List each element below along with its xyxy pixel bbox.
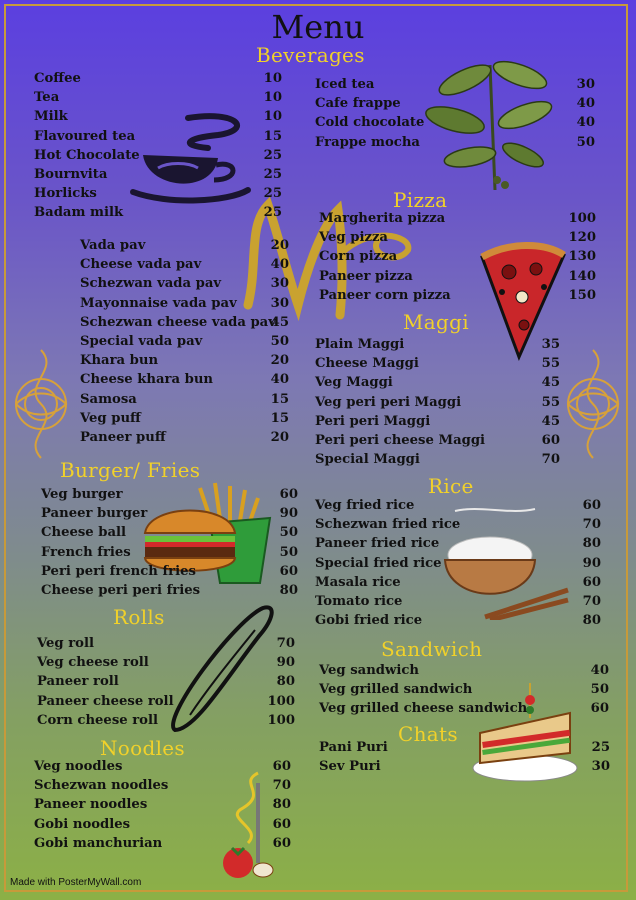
item-name: Veg Maggi: [315, 375, 393, 391]
ornament-left-icon: [10, 345, 72, 463]
item-price: 120: [568, 230, 596, 246]
menu-item: [319, 740, 610, 759]
item-name: Cafe frappe: [315, 96, 401, 112]
item-price: 55: [541, 356, 560, 372]
item-name: Paneer burger: [41, 506, 148, 522]
menu-item: [315, 498, 601, 517]
menu-item: [315, 517, 601, 536]
item-name: Corn cheese roll: [37, 712, 158, 728]
item-name: Samosa: [80, 391, 137, 407]
item-name: Mayonnaise vada pav: [80, 295, 237, 311]
item-name: Veg noodles: [34, 759, 123, 774]
item-name: Flavoured tea: [34, 128, 136, 144]
item-price: 40: [590, 663, 609, 678]
menu-item: [315, 115, 595, 134]
item-price: 60: [541, 432, 560, 448]
item-price: 15: [270, 410, 289, 426]
menu-item: [34, 71, 282, 90]
item-price: 55: [541, 394, 560, 410]
menu-item: [34, 759, 291, 778]
section-title-noodles: Noodles: [100, 736, 185, 760]
item-name: Cheese ball: [41, 525, 127, 541]
item-name: Schezwan cheese vada pav: [80, 314, 276, 330]
menu-item: [319, 269, 596, 288]
menu-item: [37, 694, 295, 713]
item-name: Paneer cheese roll: [37, 693, 174, 709]
menu-item: [34, 836, 291, 855]
item-name: Gobi fried rice: [315, 613, 423, 629]
item-price: 25: [263, 166, 282, 182]
item-price: 45: [270, 314, 289, 330]
menu-item: [315, 536, 601, 555]
menu-item: [37, 713, 295, 732]
item-name: Plain Maggi: [315, 337, 405, 352]
menu-item: [315, 135, 595, 154]
item-name: Margherita pizza: [319, 211, 446, 226]
item-price: 70: [276, 636, 295, 651]
item-name: Tomato rice: [315, 593, 403, 609]
item-name: Cold chocolate: [315, 115, 425, 131]
menu-item: [315, 414, 560, 433]
section-title-rice: Rice: [428, 474, 474, 498]
item-price: 50: [279, 525, 298, 541]
beverages-list-right: [315, 77, 595, 154]
menu-item: [319, 663, 609, 682]
section-title-sandwich: Sandwich: [381, 637, 483, 661]
menu-item: [315, 96, 595, 115]
item-name: Milk: [34, 109, 68, 125]
menu-item: [80, 411, 289, 430]
menu-item: [80, 372, 289, 391]
menu-item: [34, 778, 291, 797]
item-name: Veg fried rice: [315, 498, 415, 513]
item-name: Schezwan fried rice: [315, 517, 461, 533]
item-price: 50: [576, 134, 595, 150]
item-price: 15: [270, 391, 289, 407]
item-name: Tea: [34, 90, 60, 106]
menu-item: [319, 288, 596, 307]
item-price: 30: [270, 295, 289, 311]
item-name: Veg cheese roll: [37, 655, 149, 671]
item-price: 20: [270, 353, 289, 369]
item-name: Khara bun: [80, 353, 159, 369]
menu-item: [34, 148, 282, 167]
menu-item: [319, 230, 596, 249]
item-name: Veg roll: [37, 636, 94, 651]
menu-item: [315, 375, 560, 394]
item-name: Bournvita: [34, 166, 108, 182]
item-price: 90: [279, 506, 298, 522]
item-name: Peri peri cheese Maggi: [315, 432, 486, 448]
item-price: 40: [576, 115, 595, 131]
section-title-burger: Burger/ Fries: [60, 458, 201, 482]
item-name: Peri peri french fries: [41, 563, 196, 579]
item-name: Paneer corn pizza: [319, 287, 451, 303]
item-name: Special fried rice: [315, 555, 442, 571]
item-price: 90: [276, 655, 295, 671]
item-price: 50: [270, 333, 289, 349]
menu-item: [319, 249, 596, 268]
item-price: 80: [272, 797, 291, 813]
rice-list: [315, 498, 601, 632]
item-price: 60: [590, 701, 609, 717]
page-title: Menu: [271, 8, 365, 46]
item-name: Cheese vada pav: [80, 257, 202, 273]
item-name: Veg sandwich: [319, 663, 419, 678]
item-price: 30: [591, 759, 610, 775]
menu-item: [319, 682, 609, 701]
item-price: 150: [568, 287, 596, 303]
item-price: 45: [541, 413, 560, 429]
item-price: 20: [270, 429, 289, 445]
item-price: 60: [272, 816, 291, 832]
item-price: 60: [279, 563, 298, 579]
item-price: 30: [270, 276, 289, 292]
menu-item: [319, 701, 609, 720]
menu-item: [315, 613, 601, 632]
item-name: Peri peri Maggi: [315, 413, 431, 429]
menu-item: [41, 583, 298, 602]
item-price: 70: [582, 517, 601, 533]
section-title-pizza: Pizza: [393, 188, 448, 212]
item-name: Paneer pizza: [319, 268, 413, 284]
menu-item: [41, 525, 298, 544]
menu-item: [80, 315, 289, 334]
menu-item: [80, 392, 289, 411]
menu-item: [41, 506, 298, 525]
item-name: Veg grilled sandwich: [319, 682, 473, 698]
item-name: Veg puff: [80, 410, 141, 426]
menu-item: [34, 205, 282, 224]
item-name: Paneer roll: [37, 674, 119, 690]
item-name: Veg grilled cheese sandwich: [319, 701, 528, 717]
item-name: Badam milk: [34, 205, 124, 221]
menu-item: [319, 211, 596, 230]
item-name: Schezwan vada pav: [80, 276, 222, 292]
item-price: 25: [263, 186, 282, 202]
item-price: 70: [541, 452, 560, 468]
item-price: 15: [263, 128, 282, 144]
item-name: Schezwan noodles: [34, 778, 169, 794]
item-price: 70: [272, 778, 291, 794]
item-price: 140: [568, 268, 596, 284]
item-price: 60: [272, 835, 291, 851]
section-title-maggi: Maggi: [403, 310, 469, 334]
item-name: Gobi manchurian: [34, 835, 163, 851]
menu-item: [80, 430, 289, 449]
item-price: 40: [270, 372, 289, 388]
menu-item: [34, 817, 291, 836]
item-price: 60: [582, 498, 601, 513]
item-name: Gobi noodles: [34, 816, 131, 832]
item-price: 10: [263, 71, 282, 86]
menu-item: [37, 674, 295, 693]
item-name: Special vada pav: [80, 333, 203, 349]
item-price: 40: [576, 96, 595, 112]
noodles-list: [34, 759, 291, 855]
item-name: Sev Puri: [319, 759, 381, 775]
item-price: 80: [582, 613, 601, 629]
item-name: Paneer noodles: [34, 797, 148, 813]
menu-item: [315, 337, 560, 356]
menu-item: [37, 655, 295, 674]
item-price: 60: [272, 759, 291, 774]
item-price: 80: [279, 582, 298, 598]
menu-item: [37, 636, 295, 655]
item-price: 35: [541, 337, 560, 352]
menu-item: [80, 276, 289, 295]
menu-item: [315, 575, 601, 594]
menu-item: [41, 487, 298, 506]
item-name: Paneer fried rice: [315, 536, 440, 552]
menu-item: [315, 433, 560, 452]
chats-list: [319, 740, 610, 778]
menu-item: [34, 167, 282, 186]
item-name: Iced tea: [315, 77, 375, 92]
menu-item: [34, 797, 291, 816]
item-name: Hot Chocolate: [34, 147, 140, 163]
item-name: Horlicks: [34, 186, 97, 202]
item-name: Paneer puff: [80, 429, 166, 445]
item-price: 100: [267, 693, 295, 709]
item-name: Veg pizza: [319, 230, 388, 246]
item-name: Special Maggi: [315, 452, 420, 468]
menu-item: [315, 395, 560, 414]
section-title-chats: Chats: [398, 722, 458, 746]
menu-item: [315, 356, 560, 375]
item-name: Vada pav: [80, 238, 146, 253]
sandwich-list: [319, 663, 609, 721]
item-price: 130: [568, 249, 596, 265]
snacks-list: [80, 238, 289, 449]
menu-item: [315, 452, 560, 471]
menu-item: [80, 334, 289, 353]
item-price: 20: [270, 238, 289, 253]
footer-credit: Made with PosterMyWall.com: [10, 877, 142, 888]
rolls-list: [37, 636, 295, 732]
item-price: 80: [582, 536, 601, 552]
item-price: 10: [263, 90, 282, 106]
item-price: 70: [582, 593, 601, 609]
menu-item: [34, 109, 282, 128]
menu-item: [315, 77, 595, 96]
item-name: Corn pizza: [319, 249, 398, 265]
menu-item: [41, 564, 298, 583]
menu-item: [80, 353, 289, 372]
item-price: 10: [263, 109, 282, 125]
menu-item: [80, 296, 289, 315]
item-name: Pani Puri: [319, 740, 388, 755]
item-price: 50: [590, 682, 609, 698]
section-title-beverages: Beverages: [256, 43, 365, 67]
item-price: 25: [263, 147, 282, 163]
item-name: Frappe mocha: [315, 134, 420, 150]
item-name: Cheese khara bun: [80, 372, 214, 388]
section-title-rolls: Rolls: [113, 605, 165, 629]
menu-item: [34, 186, 282, 205]
item-price: 45: [541, 375, 560, 391]
item-price: 30: [576, 77, 595, 92]
menu-item: [80, 257, 289, 276]
menu-item: [41, 545, 298, 564]
item-name: French fries: [41, 544, 131, 560]
menu-item: [34, 90, 282, 109]
menu-item: [319, 759, 610, 778]
menu-item: [80, 238, 289, 257]
item-name: Cheese Maggi: [315, 356, 419, 372]
item-name: Veg burger: [41, 487, 123, 502]
item-name: Veg peri peri Maggi: [315, 394, 462, 410]
item-name: Cheese peri peri fries: [41, 582, 201, 598]
item-price: 40: [270, 257, 289, 273]
maggi-list: [315, 337, 560, 471]
beverages-list-left: [34, 71, 282, 225]
item-price: 80: [276, 674, 295, 690]
burger-list: [41, 487, 298, 602]
ornament-right-icon: [562, 345, 624, 463]
item-price: 60: [582, 574, 601, 590]
menu-item: [34, 129, 282, 148]
item-price: 60: [279, 487, 298, 502]
menu-item: [315, 556, 601, 575]
item-price: 25: [591, 740, 610, 755]
item-price: 50: [279, 544, 298, 560]
item-price: 100: [267, 712, 295, 728]
item-price: 90: [582, 555, 601, 571]
item-price: 25: [263, 205, 282, 221]
pizza-list: [319, 211, 596, 307]
item-name: Coffee: [34, 71, 81, 86]
item-name: Masala rice: [315, 574, 401, 590]
menu-item: [315, 594, 601, 613]
item-price: 100: [568, 211, 596, 226]
